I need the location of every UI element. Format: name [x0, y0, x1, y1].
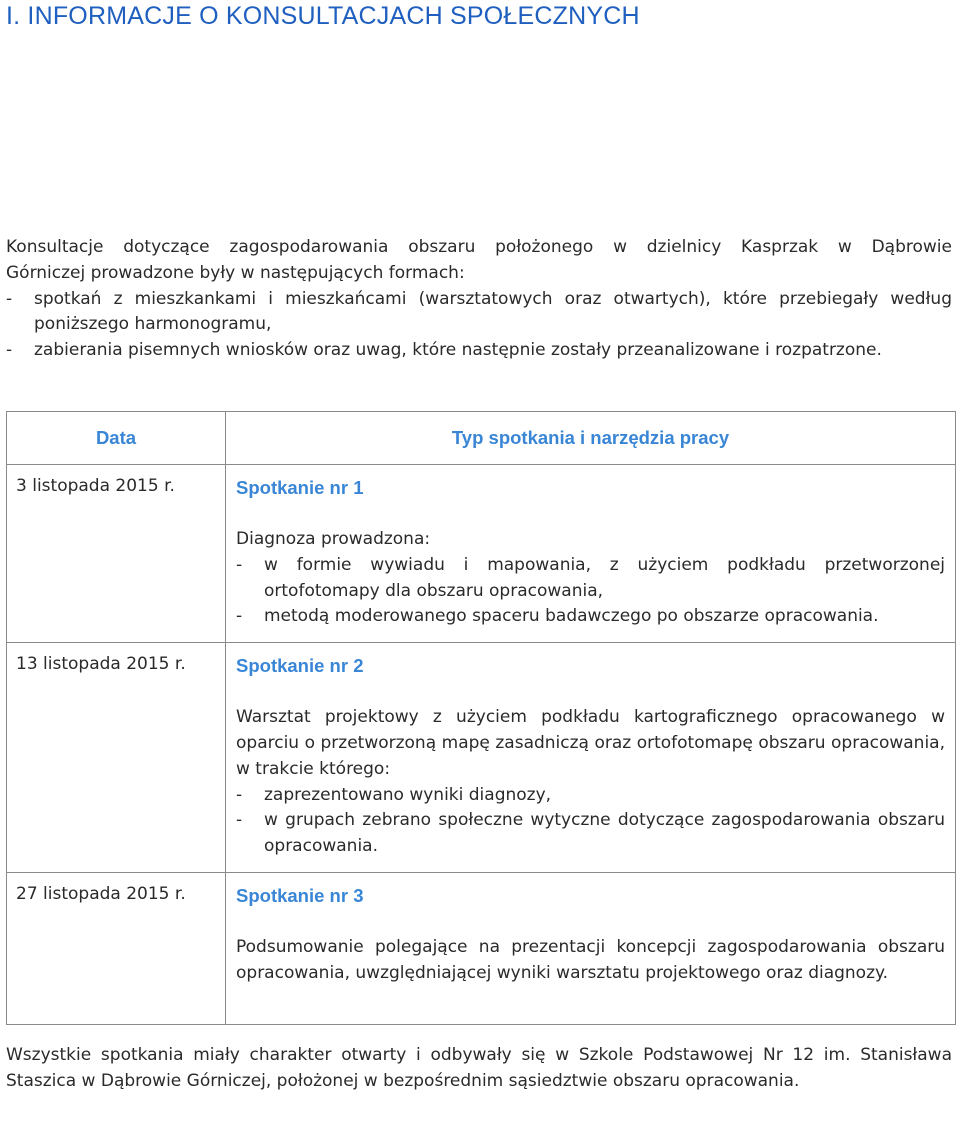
schedule-table [6, 411, 956, 1025]
meeting-title: Spotkanie nr 2 [236, 655, 364, 677]
meeting-date: 27 listopada 2015 r. [7, 872, 226, 1024]
closing-paragraph: Wszystkie spotkania miały charakter otwarty i odbywały się w Szkole Podstawowej Nr 12 im. Stanisława Staszica w Dąbrowie Górniczej, położonej w bezpośrednim sąsiedztwie obszaru opracowania. [6, 1045, 952, 1091]
list-item: - w grupach zebrano społeczne wytyczne dotyczące zagospodarowania obszaru opracowania. [236, 810, 945, 857]
meeting-date: 13 listopada 2015 r. [7, 643, 226, 873]
meeting-title: Spotkanie nr 1 [236, 477, 364, 498]
table-row [7, 643, 956, 873]
table-row [7, 872, 956, 1024]
list-item: - zaprezentowano wyniki diagnozy, [236, 784, 552, 805]
meeting-details [226, 643, 956, 873]
meeting-details [226, 465, 956, 643]
meeting-details [226, 872, 956, 1024]
list-item: - zabierania pisemnych wniosków oraz uwag, które następnie zostały przeanalizowane i rozpatrzone. [6, 340, 882, 361]
meeting-lead: Diagnoza prowadzona: [236, 529, 431, 549]
meeting-description [236, 705, 945, 860]
section-title: I. INFORMACJE O KONSULTACJACH SPOŁECZNYCH [6, 2, 640, 30]
intro-line-2: Górniczej prowadzone były w następujących formach: [6, 262, 465, 283]
intro-line-1: Konsultacje dotyczące zagospodarowania obszaru położonego w dzielnicy Kasprzak w Dąbrowie [6, 237, 952, 257]
forms-list [6, 287, 952, 364]
table-row [7, 465, 956, 643]
meeting-lead: Podsumowanie polegające na prezentacji koncepcji zagospodarowania obszaru opracowania, uwzględniającej wyniki warsztatu projektowego oraz diagnozy. [236, 936, 945, 983]
header-type: Typ spotkania i narzędzia pracy [226, 412, 956, 465]
list-item: - spotkań z mieszkankami i mieszkańcami (warsztatowych oraz otwartych), które przebiegały według poniższego harmonogramu, [6, 288, 952, 335]
meeting-title: Spotkanie nr 3 [236, 884, 364, 906]
meeting-description [236, 527, 945, 630]
meeting-lead: Warsztat projektowy z użyciem podkładu kartograficznego opracowanego w oparciu o przetworzoną mapę zasadniczą oraz ortofotomapę obszaru opracowania, w trakcie którego: [236, 707, 945, 779]
meeting-description [236, 935, 945, 987]
header-date: Data [7, 412, 226, 465]
intro-text [6, 235, 952, 364]
meeting-date: 3 listopada 2015 r. [7, 465, 226, 643]
list-item: - w formie wywiadu i mapowania, z użyciem podkładu przetworzonej ortofotomapy dla obszaru opracowania, [236, 554, 945, 601]
table-header-row [7, 412, 956, 465]
list-item: - metodą moderowanego spaceru badawczego po obszarze opracowania. [236, 606, 879, 627]
